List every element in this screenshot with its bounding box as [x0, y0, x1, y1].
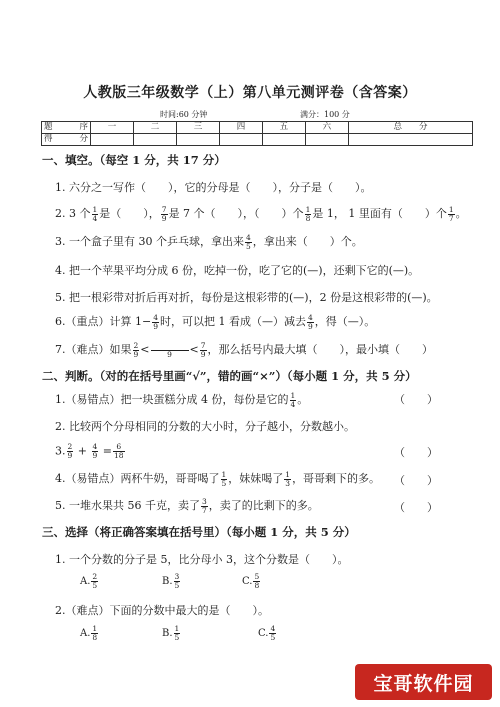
score-input-cell[interactable] — [133, 134, 176, 146]
choice-option-b[interactable]: B. $\frac{1}{5}$ — [162, 624, 180, 642]
fraction: $\frac{4}{5}$ — [270, 624, 276, 642]
fraction: $\frac{1}{3}$ — [285, 469, 291, 488]
answer-paren[interactable]: （ ） — [394, 446, 438, 459]
fraction: $\frac{1}{8}$ — [92, 624, 98, 642]
fill-question-4: 4. 把一个苹果平均分成 6 份，吃掉一份，吃了它的(—)，还剩下它的(—)。 — [55, 264, 420, 277]
score-cell: 六 — [305, 122, 348, 134]
fraction: $\frac{4}{9}$ — [308, 312, 313, 331]
watermark-logo: 宝哥软件园 — [355, 664, 492, 700]
score-value-row — [42, 134, 473, 146]
answer-paren[interactable]: （ ） — [394, 393, 438, 406]
score-cell: 五 — [262, 122, 305, 134]
fraction: $\frac{1}{8}$ — [305, 204, 311, 223]
score-input-cell[interactable] — [91, 134, 134, 146]
score-cell: 三 — [176, 122, 219, 134]
choice-question-2: 2.（难点）下面的分数中最大的是（ ）。 — [55, 604, 269, 617]
fill-question-3: 3. 一个盒子里有 30 个乒乓球，拿出来 $\frac{4}{5}$ ，拿出来（ ）个。 — [55, 232, 363, 251]
fraction: $\frac{1}{5}$ — [221, 469, 227, 488]
fraction: $\frac{1}{7}$ — [448, 204, 454, 223]
score-cell: 题 序 — [42, 122, 91, 134]
fill-question-6: 6.（重点）计算 1− $\frac{4}{9}$ 时，可以把 1 看成（—）减去 $\frac{4}{9}$ ，得（—）。 — [55, 312, 376, 331]
score-cell: 一 — [91, 122, 134, 134]
answer-paren[interactable]: （ ） — [394, 474, 438, 487]
fraction: $\frac{1}{5}$ — [174, 624, 180, 642]
fraction: $\frac{2}{9}$ — [133, 340, 139, 359]
score-cell: 得 分 — [42, 134, 91, 146]
choice-option-c[interactable]: C. $\frac{5}{8}$ — [242, 572, 260, 590]
score-input-cell[interactable] — [176, 134, 219, 146]
score-table — [41, 121, 473, 146]
fraction: $\frac{1}{4}$ — [290, 390, 296, 409]
choice-option-a[interactable]: A. $\frac{2}{5}$ — [80, 572, 98, 590]
page-title: 人教版三年级数学（上）第八单元测评卷（含答案） — [83, 85, 417, 101]
judge-question-2: 2. 比较两个分母相同的分数的大小时，分子越小，分数越小。 — [55, 420, 355, 433]
fraction: $\frac{2}{5}$ — [92, 572, 98, 590]
section-heading-fill: 一、填空。（每空 1 分，共 17 分） — [42, 153, 226, 167]
answer-paren[interactable]: （ ） — [394, 501, 438, 514]
fill-question-2: 2. 3 个 $\frac{1}{4}$ 是（ ）， $\frac{7}{9}$ 是 7 个（ ），（ ）个 $\frac{1}{8}$ 是 1， 1 里面有（ ）个 $\frac{1}{7}$ 。 — [55, 204, 467, 223]
choice-question-1: 1. 一个分数的分子是 5，比分母小 3，这个分数是（ ）。 — [55, 553, 349, 566]
full-score-label: 满分：100 分 — [300, 110, 350, 119]
blank-fraction[interactable]: 9 — [151, 342, 189, 359]
score-input-cell[interactable] — [348, 134, 472, 146]
fraction: $\frac{5}{8}$ — [254, 572, 260, 590]
score-input-cell[interactable] — [305, 134, 348, 146]
choice-option-b[interactable]: B. $\frac{3}{5}$ — [162, 572, 180, 590]
score-input-cell[interactable] — [219, 134, 262, 146]
fill-question-7: 7.（难点）如果 $\frac{2}{9}$ < 9 < $\frac{7}{9}$ ，那么括号内最大填（ ），最小填（ ） — [55, 340, 433, 359]
choice-option-a[interactable]: A. $\frac{1}{8}$ — [80, 624, 98, 642]
fraction: $\frac{1}{4}$ — [92, 204, 98, 223]
fraction: $\frac{6}{18}$ — [114, 442, 124, 460]
fraction: $\frac{2}{9}$ — [67, 442, 73, 460]
fraction: $\frac{4}{9}$ — [92, 442, 98, 460]
fill-question-1: 1. 六分之一写作（ ），它的分母是（ ），分子是（ ）。 — [55, 181, 372, 194]
score-cell: 总 分 — [348, 122, 472, 134]
fraction: $\frac{3}{7}$ — [201, 496, 207, 515]
time-label: 时间:60 分钟 — [160, 110, 208, 119]
score-cell: 二 — [133, 122, 176, 134]
score-cell: 四 — [219, 122, 262, 134]
fraction: $\frac{4}{5}$ — [245, 232, 251, 251]
fraction: $\frac{3}{5}$ — [174, 572, 180, 590]
judge-question-5: 5. 一堆水果共 56 千克，卖了 $\frac{3}{7}$ ，卖了的比剩下的多。 — [55, 496, 319, 515]
fraction: $\frac{4}{9}$ — [153, 312, 158, 331]
score-header-row — [42, 122, 473, 134]
judge-question-1: 1.（易错点）把一块蛋糕分成 4 份，每份是它的 $\frac{1}{4}$ 。 — [55, 390, 309, 409]
section-heading-judge: 二、判断。（对的在括号里画“√”，错的画“×”）（每小题 1 分，共 5 分） — [42, 369, 417, 383]
score-input-cell[interactable] — [262, 134, 305, 146]
fraction: $\frac{7}{9}$ — [200, 340, 206, 359]
choice-option-c[interactable]: C. $\frac{4}{5}$ — [258, 624, 276, 642]
section-heading-choice: 三、选择（将正确答案填在括号里）（每小题 1 分，共 5 分） — [42, 525, 356, 539]
judge-question-4: 4.（易错点）两杯牛奶，哥哥喝了 $\frac{1}{5}$ ，妹妹喝了 $\frac{1}{3}$ ，哥哥剩下的多。 — [55, 469, 381, 488]
fill-question-5: 5. 把一根彩带对折后再对折，每份是这根彩带的(—)，2 份是这根彩带的(—)。 — [55, 291, 438, 304]
fraction: $\frac{7}{9}$ — [161, 204, 167, 223]
judge-question-3: 3. $\frac{2}{9}$ + $\frac{4}{9}$ = $\frac{6}{18}$ — [55, 442, 124, 460]
